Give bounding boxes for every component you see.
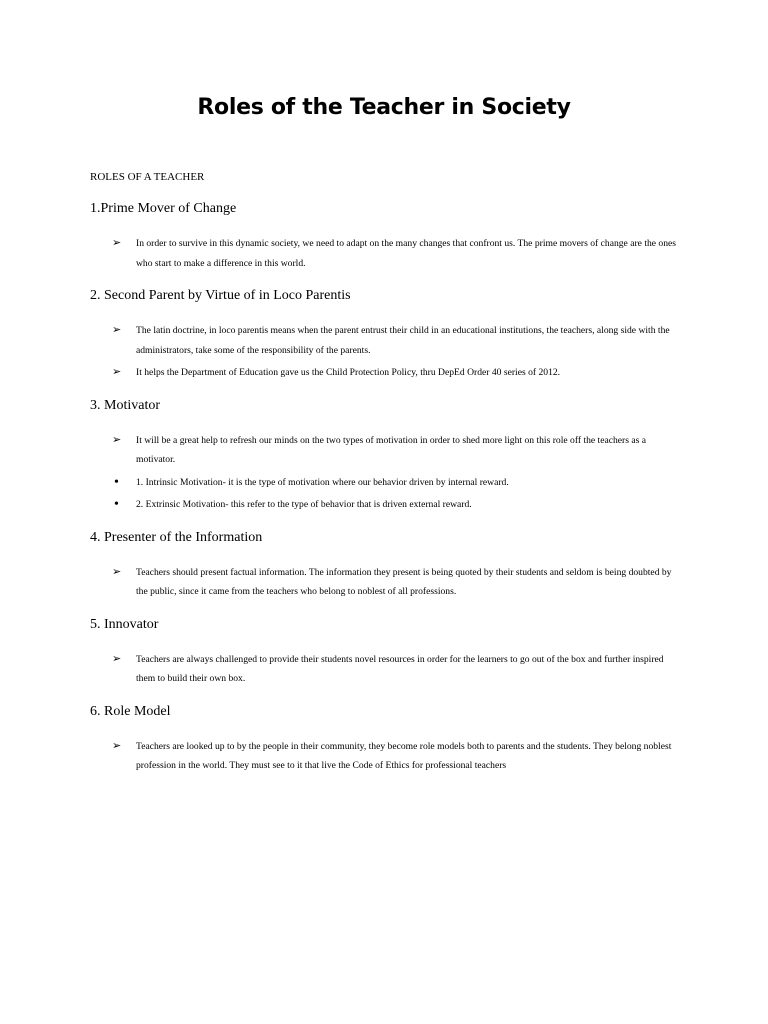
list-item-text: It will be a great help to refresh our minds on the two types of motivation in order to shed more light on this role off the teachers as a motivator.: [136, 434, 647, 465]
section-innovator: [90, 615, 680, 689]
arrow-bullet-icon: ➢: [112, 237, 122, 249]
bullet-list: [90, 234, 680, 273]
list-item-text: 2. Extrinsic Motivation- this refer to the type of behavior that is driven external reward.: [136, 499, 472, 510]
section-role-model: [90, 702, 680, 776]
section-motivator: [90, 396, 680, 515]
list-item-text: In order to survive in this dynamic society, we need to adapt on the many changes that confront us. The prime movers of change are the ones who start to make a difference in this world.: [136, 238, 677, 269]
bullet-list: [90, 563, 680, 602]
section-heading: 2. Second Parent by Virtue of in Loco Parentis: [90, 288, 351, 303]
list-item: [90, 431, 680, 470]
section-presenter: [90, 528, 680, 602]
dot-bullet-icon: •: [114, 497, 119, 512]
bullet-list: [90, 650, 680, 689]
dot-bullet-icon: •: [114, 474, 119, 490]
arrow-bullet-icon: ➢: [112, 565, 122, 578]
list-item: [90, 495, 680, 515]
list-item-text: 1. Intrinsic Motivation- it is the type of motivation where our behavior driven by internal reward.: [136, 476, 509, 488]
list-item: [90, 234, 680, 273]
list-item: [90, 321, 680, 360]
section-second-parent: [90, 286, 680, 383]
list-item: [90, 563, 680, 602]
section-heading: 4. Presenter of the Information: [90, 529, 263, 545]
list-item: [90, 473, 680, 493]
bullet-list: [90, 431, 680, 515]
list-item-text: Teachers should present factual information. The information they present is being quoted by their students and seldom is being doubted by the public, since it came from the teachers who belong to noblest of all professions.: [136, 566, 672, 597]
section-heading: 6. Role Model: [90, 703, 171, 719]
list-item: [90, 737, 680, 776]
section-prime-mover: [90, 199, 680, 273]
section-heading: 1.Prime Mover of Change: [90, 201, 237, 216]
section-label: ROLES OF A TEACHER: [90, 171, 205, 183]
bullet-list: [90, 321, 680, 383]
list-item-text: It helps the Department of Education gave us the Child Protection Policy, thru DepEd Order 40 series of 2012.: [136, 367, 561, 378]
list-item-text: Teachers are always challenged to provide their students novel resources in order for the learners to go out of the box and further inspired them to build their own box.: [136, 653, 664, 684]
list-item-text: The latin doctrine, in loco parentis means when the parent entrust their child in an educational institutions, the teachers, along side with the administrators, take some of the responsibility of the parents.: [136, 325, 670, 356]
list-item: [90, 363, 680, 383]
document-title: Roles of the Teacher in Society: [197, 95, 571, 120]
list-item-text: Teachers are looked up to by the people in their community, they become role models both to parents and the students. They belong noblest profession in the world. They must see to it that live the Code of Ethics for professional teachers: [136, 740, 672, 771]
arrow-bullet-icon: ➢: [112, 739, 122, 752]
section-heading: 5. Innovator: [90, 616, 159, 632]
arrow-bullet-icon: ➢: [112, 366, 122, 378]
section-heading: 3. Motivator: [90, 397, 160, 413]
list-item: [90, 650, 680, 689]
bullet-list: [90, 737, 680, 776]
arrow-bullet-icon: ➢: [112, 652, 122, 665]
arrow-bullet-icon: ➢: [112, 324, 122, 336]
document-content: [90, 199, 680, 776]
arrow-bullet-icon: ➢: [112, 433, 122, 446]
